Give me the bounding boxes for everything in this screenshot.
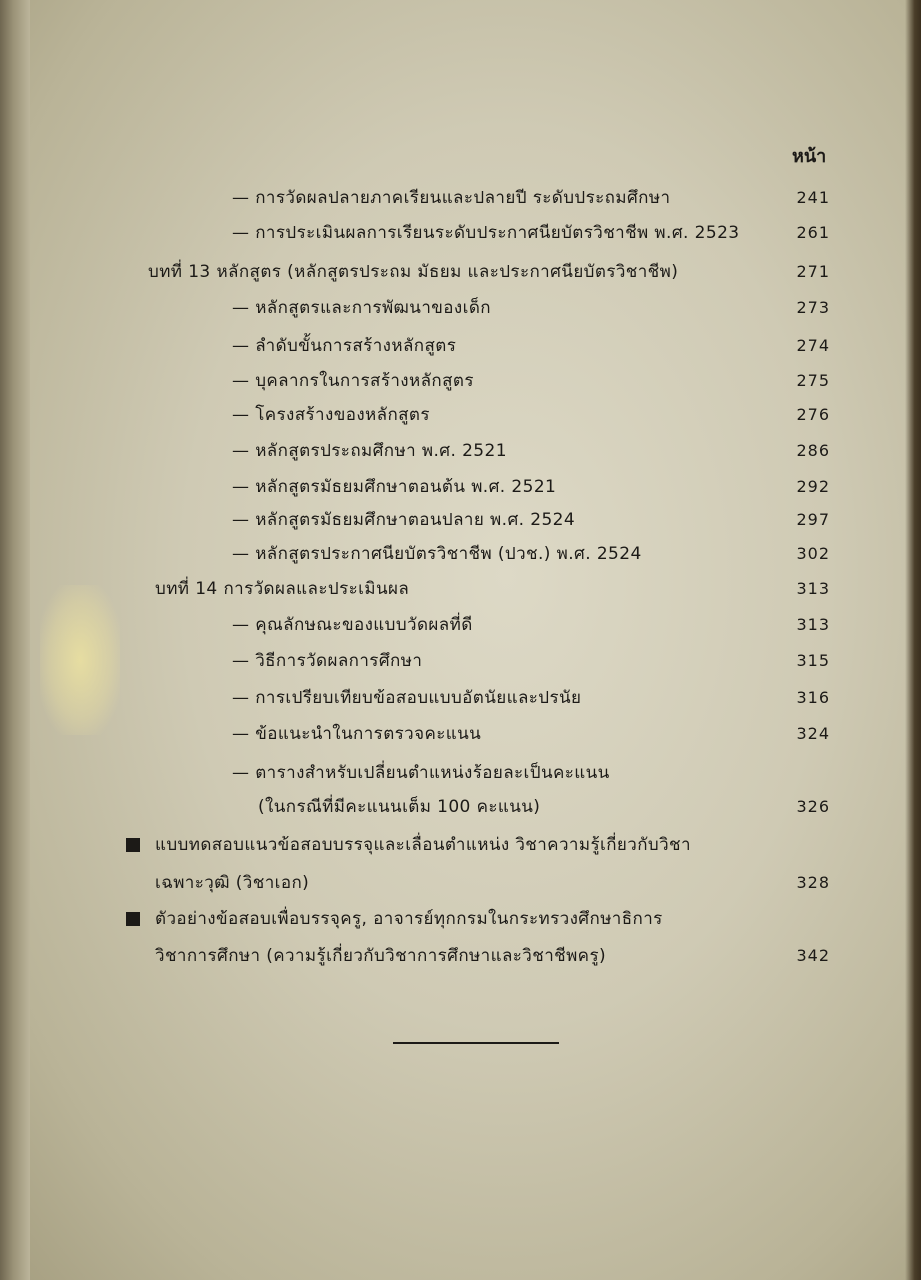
- toc-page-number: 241: [796, 188, 830, 207]
- toc-entry: — ข้อแนะนำในการตรวจคะแนน: [232, 724, 482, 744]
- square-bullet-icon: [126, 838, 140, 852]
- toc-page-number: 313: [796, 615, 830, 634]
- toc-page-number: 302: [796, 544, 830, 563]
- toc-page-number: 316: [796, 688, 830, 707]
- toc-page-number: 297: [796, 510, 830, 529]
- toc-entry: — หลักสูตรมัธยมศึกษาตอนปลาย พ.ศ. 2524: [232, 510, 576, 530]
- toc-section-continuation: วิชาการศึกษา (ความรู้เกี่ยวกับวิชาการศึกษาและวิชาชีพครู): [155, 946, 607, 966]
- toc-entry: — วิธีการวัดผลการศึกษา: [232, 651, 423, 671]
- toc-page-number: 271: [796, 262, 830, 281]
- toc-chapter: บทที่ 13 หลักสูตร (หลักสูตรประถม มัธยม และประกาศนียบัตรวิชาชีพ): [148, 262, 679, 282]
- toc-entry: — การเปรียบเทียบข้อสอบแบบอัตนัยและปรนัย: [232, 688, 582, 708]
- toc-chapter: บทที่ 14 การวัดผลและประเมินผล: [155, 579, 410, 599]
- toc-page-number: 328: [796, 873, 830, 892]
- toc-section: แบบทดสอบแนวข้อสอบบรรจุและเลื่อนตำแหน่ง วิชาความรู้เกี่ยวกับวิชา: [155, 835, 691, 855]
- toc-page-number: 276: [796, 405, 830, 424]
- toc-entry: — การวัดผลปลายภาคเรียนและปลายปี ระดับประถมศึกษา: [232, 188, 671, 208]
- toc-section-continuation: เฉพาะวุฒิ (วิชาเอก): [155, 873, 310, 893]
- toc-entry: — หลักสูตรประกาศนียบัตรวิชาชีพ (ปวช.) พ.ศ. 2524: [232, 544, 642, 564]
- toc-page-number: 275: [796, 371, 830, 390]
- toc-page-number: 313: [796, 579, 830, 598]
- square-bullet-icon: [126, 912, 140, 926]
- toc-page-number: 286: [796, 441, 830, 460]
- page-edge: [905, 0, 921, 1280]
- toc-page-number: 326: [796, 797, 830, 816]
- page-column-header: หน้า: [792, 146, 827, 167]
- toc-entry: — โครงสร้างของหลักสูตร: [232, 405, 430, 425]
- toc-page-number: 342: [796, 946, 830, 965]
- end-divider-line: [393, 1042, 559, 1044]
- toc-entry: — ลำดับขั้นการสร้างหลักสูตร: [232, 336, 457, 356]
- toc-section: ตัวอย่างข้อสอบเพื่อบรรจุครู, อาจารย์ทุกกรมในกระทรวงศึกษาธิการ: [155, 909, 663, 929]
- toc-entry: — หลักสูตรและการพัฒนาของเด็ก: [232, 298, 491, 318]
- toc-entry: — การประเมินผลการเรียนระดับประกาศนียบัตรวิชาชีพ พ.ศ. 2523: [232, 223, 740, 243]
- toc-entry: — หลักสูตรประถมศึกษา พ.ศ. 2521: [232, 441, 507, 461]
- toc-page-number: 274: [796, 336, 830, 355]
- toc-page-number: 292: [796, 477, 830, 496]
- toc-entry-continuation: (ในกรณีที่มีคะแนนเต็ม 100 คะแนน): [258, 797, 541, 817]
- toc-page-number: 261: [796, 223, 830, 242]
- book-spine: [0, 0, 30, 1280]
- toc-entry: — ตารางสำหรับเปลี่ยนตำแหน่งร้อยละเป็นคะแนน: [232, 763, 610, 783]
- toc-page-number: 273: [796, 298, 830, 317]
- paper-stain: [40, 585, 120, 735]
- toc-page-number: 324: [796, 724, 830, 743]
- toc-entry: — บุคลากรในการสร้างหลักสูตร: [232, 371, 474, 391]
- toc-entry: — หลักสูตรมัธยมศึกษาตอนต้น พ.ศ. 2521: [232, 477, 557, 497]
- toc-entry: — คุณลักษณะของแบบวัดผลที่ดี: [232, 615, 473, 635]
- toc-page-number: 315: [796, 651, 830, 670]
